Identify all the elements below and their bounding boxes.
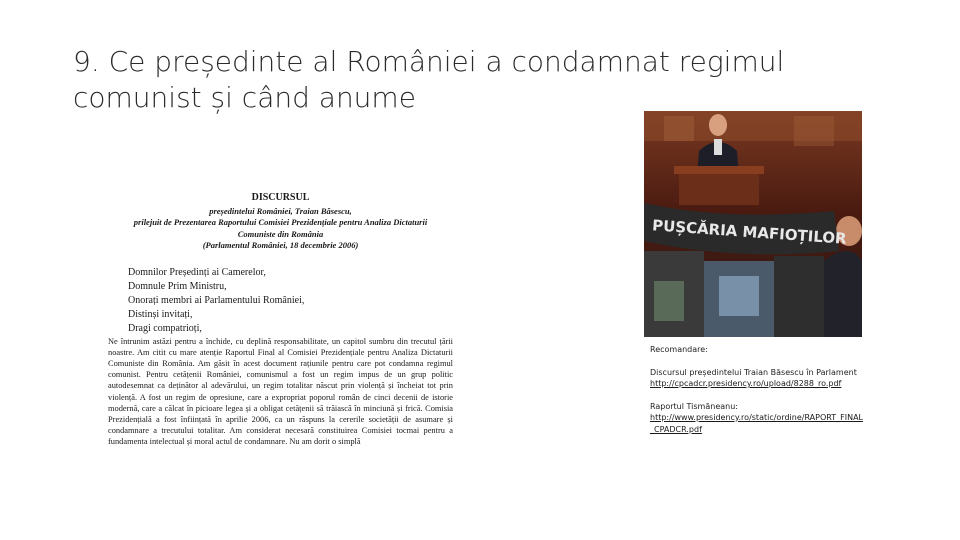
slide-title-line-2: comunist și când anume — [73, 81, 416, 114]
report-pdf-link[interactable]: http://www.presidency.ro/static/ordine/RAPORT_FINAL — [650, 413, 864, 422]
body-line: cinci decenii de istorie modernă, care a călcat în picioare legea și a obligat cetățenii să trăiască — [108, 392, 453, 413]
greeting-line: Onorați membri ai Parlamentului României, — [128, 294, 305, 306]
report-link-label: Raportul Tismăneanu: — [650, 401, 738, 411]
body-line: Comisia Prezidențială a fost înființată în aprilie 2006, ca un răspuns la cererile societății de — [108, 403, 453, 424]
body-line: în minciună și frică. — [354, 403, 423, 413]
report-recommendation — [650, 401, 890, 436]
report-pdf-link-continued[interactable]: _CPADCR.pdf — [650, 424, 702, 434]
body-line: condamna regimul comunist. Pentru cetățenii României, comunismul a fost un regim impus de — [108, 358, 453, 380]
speech-subheading-line: prilejuit de Prezentarea Raportului Comisiei Prezidențiale pentru Analiza Dictaturii — [133, 217, 428, 227]
greeting-line: Dragi compatrioți, — [128, 322, 202, 334]
speech-subheading-line: (Parlamentul României, 18 decembrie 2006) — [202, 240, 359, 250]
body-line: Dictaturii Comuniste din România. Am găsit în acest document rațiunile pentru care pot — [108, 347, 453, 368]
recommendation-notes — [650, 344, 890, 446]
body-line: un grup politic autodesemnat ca deținător al adevărului, un regim totalitar născut prin violență — [108, 370, 453, 391]
speech-heading: DISCURSUL — [251, 192, 310, 203]
banner-text: PUȘCĂRIA MAFIOȚILOR — [651, 216, 848, 248]
speech-subheading-line: președintelui României, Traian Băsescu, — [209, 205, 352, 216]
speech-link-label: Discursul președintelui Traian Băsescu în Parlament — [650, 367, 857, 377]
speech-subheading-line: Comuniste din România — [237, 228, 324, 239]
speech-document-header — [108, 192, 453, 252]
slide-title — [73, 44, 853, 116]
speech-recommendation — [650, 367, 890, 390]
speech-pdf-link[interactable]: http://cpcadcr.presidency.ro/upload/8288_ro.pdf — [650, 379, 842, 388]
body-line: asumare și condamnare a trecutului totalitar. Am considerat necesară constituirea Comisiei — [108, 414, 453, 436]
speech-greeting — [108, 266, 453, 336]
speech-document-scan — [108, 192, 453, 482]
speech-body — [108, 336, 453, 448]
body-line: țării noastre. Am citit cu mare atenție Raportul Final al Comisiei Prezidențiale pentru Analiza — [108, 336, 453, 357]
slide-title-line-1: 9. Ce președinte al României a condamnat regimul — [73, 45, 785, 78]
recommendation-label: Recomandare: — [650, 345, 708, 354]
parliament-photo — [644, 111, 862, 337]
greeting-line: Domnule Prim Ministru, — [128, 280, 227, 292]
body-line: Ne întrunim astăzi pentru a închide, cu deplină responsabilitate, un capitol sumbru din trecutul — [108, 336, 437, 346]
body-line: tocmai pentru a fundamenta intelectual și moral actul de condamnare. Nu am dorit o simplă — [108, 426, 453, 447]
greeting-line: Domnilor Președinți ai Camerelor, — [128, 266, 266, 278]
body-line: și încheiat tot prin violență. A fost un regim de opresiune, care a expropriat poporul român de — [108, 381, 453, 402]
greeting-line: Distinși invitați, — [128, 308, 193, 320]
